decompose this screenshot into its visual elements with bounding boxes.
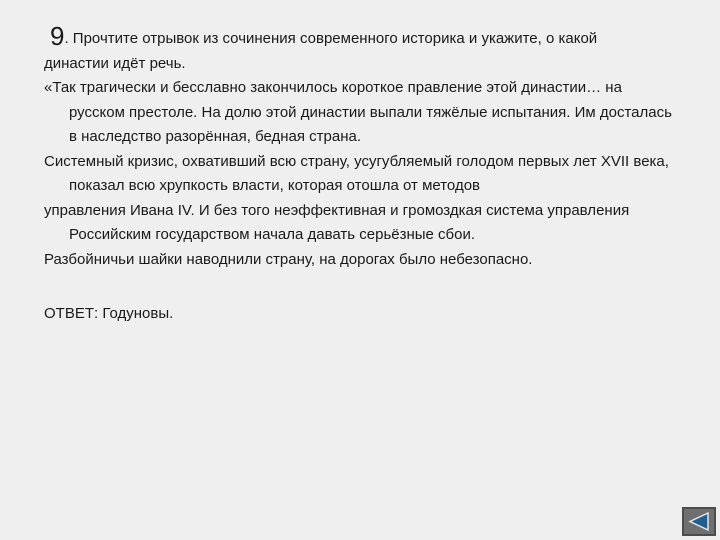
passage-paragraph-1: «Так трагически и бесславно закончилось короткое правление этой династии… на русском престоле. На долю этой династии выпали тяжёлые испытания. Им досталась в наследство разорённая, бедная страна. — [44, 79, 672, 145]
answer-text: ОТВЕТ: Годуновы. — [44, 305, 174, 322]
passage-paragraph-4: Разбойничьи шайки наводнили страну, на дорогах было небезопасно. — [44, 250, 533, 268]
slide-text — [44, 22, 674, 327]
passage-paragraph-3: управления Ивана IV. И без того неэффективная и громоздкая система управления Российским государством начала давать серьёзные сбои. — [44, 201, 630, 243]
question-continuation: династии идёт речь. — [44, 54, 186, 72]
back-button[interactable] — [682, 507, 716, 536]
question-number: 9 — [50, 21, 65, 51]
question — [44, 22, 674, 52]
question-text: . Прочтите отрывок из сочинения современного историка и укажите, о какой — [64, 30, 598, 47]
passage-paragraph-2: Системный кризис, охвативший всю страну, усугубляемый голодом первых лет XVII века, показал всю хрупкость власти, которая отошла от методов — [44, 152, 669, 194]
back-arrow-icon — [684, 509, 714, 534]
